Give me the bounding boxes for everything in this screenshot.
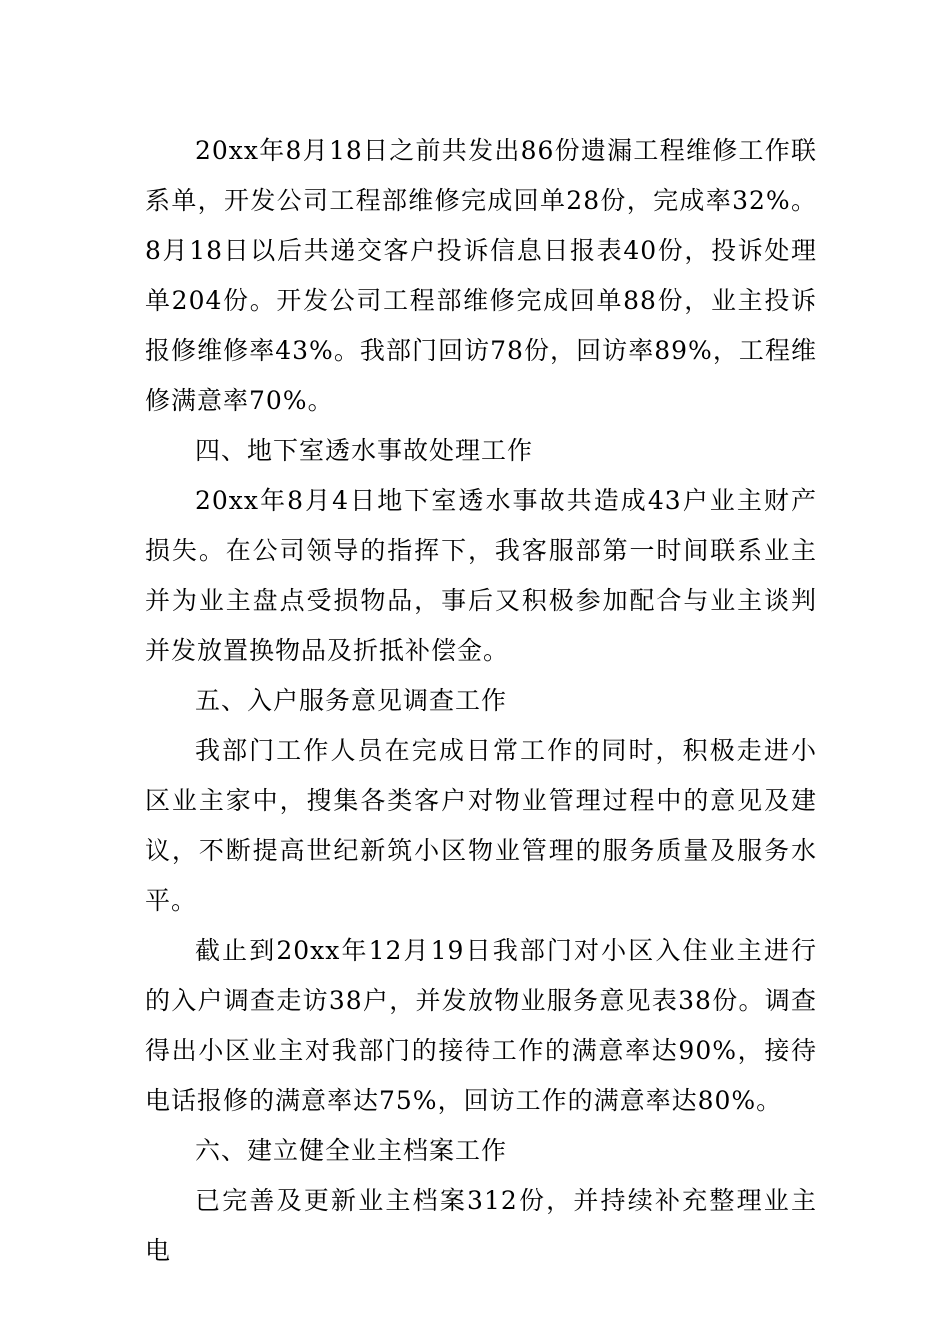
paragraph-basement-flooding: 20xx年8月4日地下室透水事故共造成43户业主财产损失。在公司领导的指挥下，我客服部第一时间联系业主并为业主盘点受损物品，事后又积极参加配合与业主谈判并发放置换物品及折抵补偿金。 [145, 486, 817, 665]
paragraph-survey-results: 截止到20xx年12月19日我部门对小区入住业主进行的入户调查走访38户，并发放物业服务意见表38份。调查得出小区业主对我部门的接待工作的满意率达90%，接待电话报修的满意率达75%，回访工作的满意率达80%。 [145, 936, 817, 1115]
section-heading-owner-archives: 六、建立健全业主档案工作 [195, 1136, 508, 1165]
paragraph-survey-work: 我部门工作人员在完成日常工作的同时，积极走进小区业主家中，搜集各类客户对物业管理过程中的意见及建议，不断提高世纪新筑小区物业管理的服务质量及服务水平。 [145, 736, 817, 915]
paragraph-repair-statistics: 20xx年8月18日之前共发出86份遗漏工程维修工作联系单，开发公司工程部维修完成回单28份，完成率32%。8月18日以后共递交客户投诉信息日报表40份，投诉处理单204份。开发公司工程部维修完成回单88份，业主投诉报修维修率43%。我部门回访78份，回访率89%，工程维修满意率70%。 [145, 136, 817, 415]
paragraph-owner-archives: 已完善及更新业主档案312份，并持续补充整理业主电 [145, 1186, 817, 1265]
section-heading-basement-flooding: 四、地下室透水事故处理工作 [195, 436, 534, 465]
document-body [145, 126, 817, 1276]
section-heading-household-survey: 五、入户服务意见调查工作 [195, 686, 508, 715]
